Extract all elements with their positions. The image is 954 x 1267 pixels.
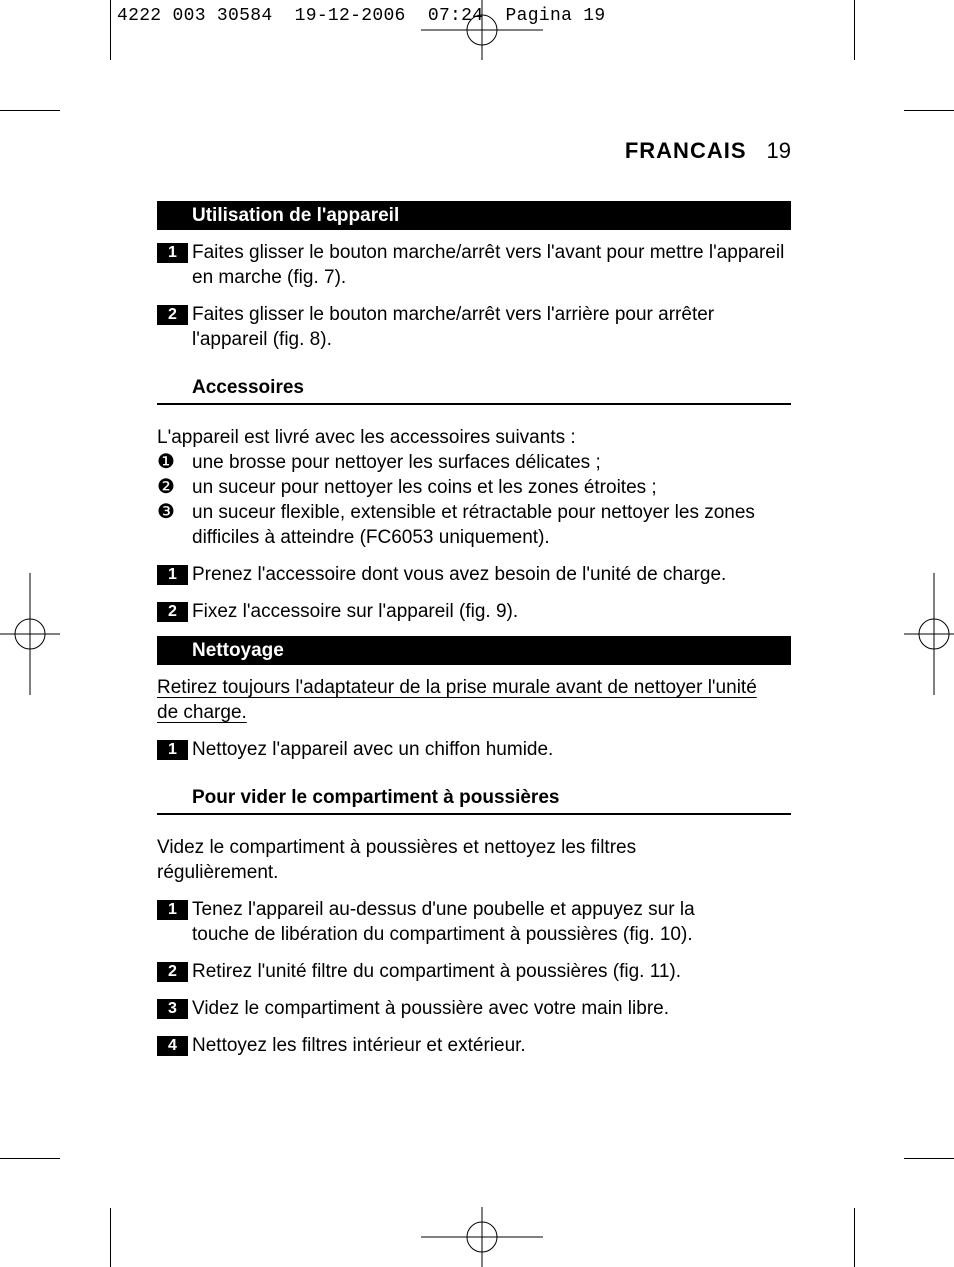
page-number: 19 xyxy=(766,138,791,163)
warning-block xyxy=(157,675,757,725)
list-item-text: un suceur flexible, extensible et rétractable pour nettoyer les zones difficiles à atteindre (FC6053 uniquement). xyxy=(192,502,755,548)
step-text: Tenez l'appareil au-dessus d'une poubelle et appuyez sur la touche de libération du compartiment à poussières (fig. 10). xyxy=(192,899,695,945)
print-slug: 4222 003 30584 19-12-2006 07:24 Pagina 19 xyxy=(117,6,606,26)
step-number: 2 xyxy=(157,305,188,325)
step-text: Retirez l'unité filtre du compartiment à poussières (fig. 11). xyxy=(192,961,682,982)
step-item xyxy=(157,959,791,984)
step-number: 1 xyxy=(157,900,188,920)
section-title-use: Utilisation de l'appareil xyxy=(157,201,791,230)
step-text: Fixez l'accessoire sur l'appareil (fig. 9). xyxy=(192,601,519,622)
running-header xyxy=(625,138,791,164)
step-number: 2 xyxy=(157,962,188,982)
step-number: 4 xyxy=(157,1036,188,1056)
accessories-intro: L'appareil est livré avec les accessoires suivants : xyxy=(157,427,576,448)
list-item xyxy=(157,500,791,550)
page-content xyxy=(157,201,791,1058)
section-title-cleaning: Nettoyage xyxy=(157,636,791,665)
step-text: Faites glisser le bouton marche/arrêt vers l'avant pour mettre l'appareil en marche (fig. 7). xyxy=(192,242,785,288)
registration-mark-left xyxy=(0,573,60,695)
step-number: 2 xyxy=(157,602,188,622)
step-item xyxy=(157,1033,791,1058)
section-title-dust: Pour vider le compartiment à poussières xyxy=(157,786,791,815)
step-text: Faites glisser le bouton marche/arrêt vers l'arrière pour arrêter l'appareil (fig. 8). xyxy=(192,304,715,350)
step-item xyxy=(157,240,791,290)
list-item xyxy=(157,475,791,500)
step-number: 1 xyxy=(157,243,188,263)
number-circle-3-icon: ❸ xyxy=(157,501,175,523)
number-circle-1-icon: ❶ xyxy=(157,451,175,473)
step-text: Prenez l'accessoire dont vous avez besoin de l'unité de charge. xyxy=(192,564,727,585)
step-item xyxy=(157,737,791,762)
number-circle-2-icon: ❷ xyxy=(157,476,175,498)
language-label: FRANCAIS xyxy=(624,138,747,163)
step-item xyxy=(157,302,791,352)
step-item xyxy=(157,562,791,587)
section-title-accessories: Accessoires xyxy=(157,376,791,405)
step-number: 1 xyxy=(157,740,188,760)
list-item-text: une brosse pour nettoyer les surfaces délicates ; xyxy=(192,452,601,473)
registration-mark-right xyxy=(904,573,954,695)
step-item xyxy=(157,897,791,947)
step-number: 3 xyxy=(157,999,188,1019)
step-number: 1 xyxy=(157,565,188,585)
warning-text: Retirez toujours l'adaptateur de la prise murale avant de nettoyer l'unité de charge. xyxy=(157,677,757,723)
step-text: Videz le compartiment à poussière avec votre main libre. xyxy=(192,998,669,1019)
step-item xyxy=(157,996,791,1021)
step-text: Nettoyez les filtres intérieur et extérieur. xyxy=(192,1035,526,1056)
step-text: Nettoyez l'appareil avec un chiffon humide. xyxy=(192,739,554,760)
registration-mark-top xyxy=(421,0,543,60)
list-item xyxy=(157,450,791,475)
step-item xyxy=(157,599,791,624)
dust-intro: Videz le compartiment à poussières et nettoyez les filtres régulièrement. xyxy=(157,837,637,883)
list-item-text: un suceur pour nettoyer les coins et les zones étroites ; xyxy=(192,477,657,498)
registration-mark-bottom xyxy=(421,1207,543,1267)
